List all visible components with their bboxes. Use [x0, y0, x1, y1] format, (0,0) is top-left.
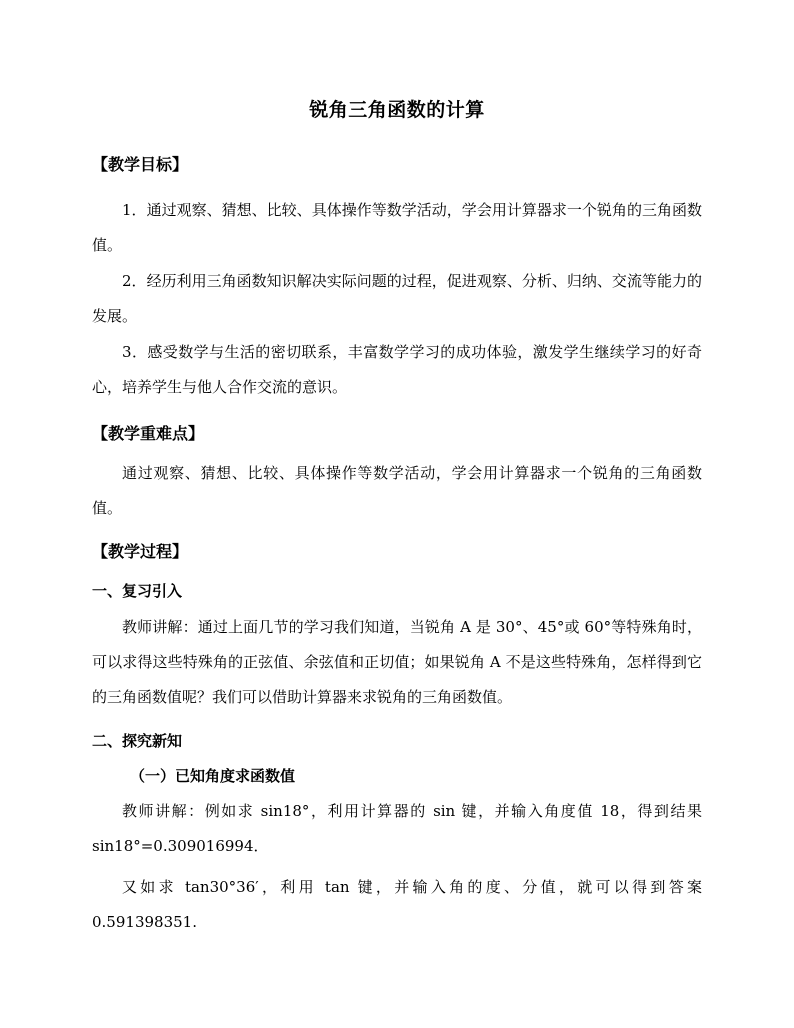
known-angle-heading: （一）已知角度求函数值: [130, 767, 296, 785]
objective-item-2: 2．经历利用三角函数知识解决实际问题的过程，促进观察、分析、归纳、交流等能力的发展。: [92, 272, 702, 325]
explore-heading: 二、探究新知: [92, 732, 183, 750]
objective-item-3: 3．感受数学与生活的密切联系，丰富数学学习的成功体验，激发学生继续学习的好奇心，培养学生与他人合作交流的意识。: [92, 343, 702, 396]
document-title: 锐角三角函数的计算: [309, 99, 485, 121]
key-points-text: 通过观察、猜想、比较、具体操作等数学活动，学会用计算器求一个锐角的三角函数值。: [92, 464, 702, 517]
review-heading: 一、复习引入: [92, 582, 183, 600]
key-points-heading: 【教学重难点】: [92, 424, 205, 443]
objective-item-1: 1．通过观察、猜想、比较、具体操作等数学活动，学会用计算器求一个锐角的三角函数值。: [92, 201, 702, 254]
example-sin-text: 教师讲解：例如求 sin18°，利用计算器的 sin 键，并输入角度值 18，得到结果 sin18°=0.309016994．: [92, 802, 702, 855]
review-text: 教师讲解：通过上面几节的学习我们知道，当锐角 A 是 30°、45°或 60°等特殊角时，可以求得这些特殊角的正弦值、余弦值和正切值；如果锐角 A 不是这些特殊角，怎样得到它的三角函数值呢？我们可以借助计算器来求锐角的三角函数值。: [92, 618, 702, 706]
example-tan-text: 又如求 tan30°36′，利用 tan 键，并输入角的度、分值，就可以得到答案 0.591398351.: [92, 878, 702, 931]
objectives-heading: 【教学目标】: [92, 155, 189, 174]
process-heading: 【教学过程】: [92, 542, 189, 561]
